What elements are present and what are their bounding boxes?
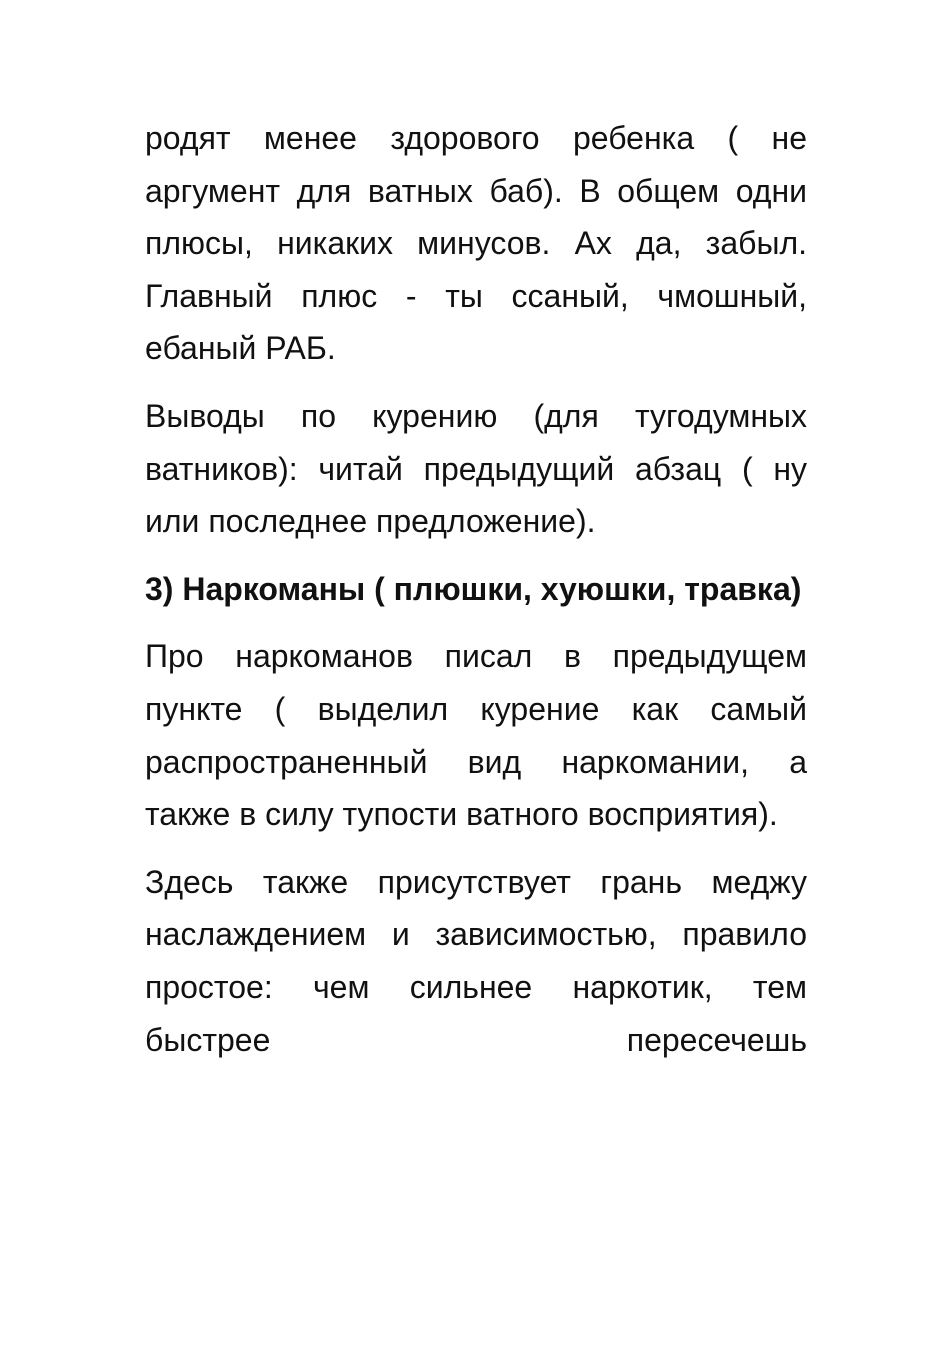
paragraph-conclusion-of-previous-section: родят менее здорового ребенка ( не аргумент для ватных баб). В общем одни плюсы, никаких минусов. Ах да, забыл. Главный плюс - ты ссаный, чмошный, ебаный РАБ. xyxy=(145,120,807,367)
section-heading-drug-addicts: 3) Наркоманы ( плюшки, хуюшки, травка) xyxy=(145,570,802,607)
paragraph-about-drug-addicts: Про наркоманов писал в предыдущем пункте ( выделил курение как самый распространенный вид наркомании, а также в силу тупости ватного восприятия). xyxy=(145,638,807,833)
document-page xyxy=(145,112,807,1081)
paragraph-smoking-conclusions: Выводы по курению (для тугодумных ватников): читай предыдущий абзац ( ну или последнее предложение). xyxy=(145,397,807,540)
paragraph-pleasure-vs-addiction: Здесь также присутствует грань меджу наслаждением и зависимостью, правило простое: чем сильнее наркотик, тем быстрее пересечешь xyxy=(145,863,807,1058)
